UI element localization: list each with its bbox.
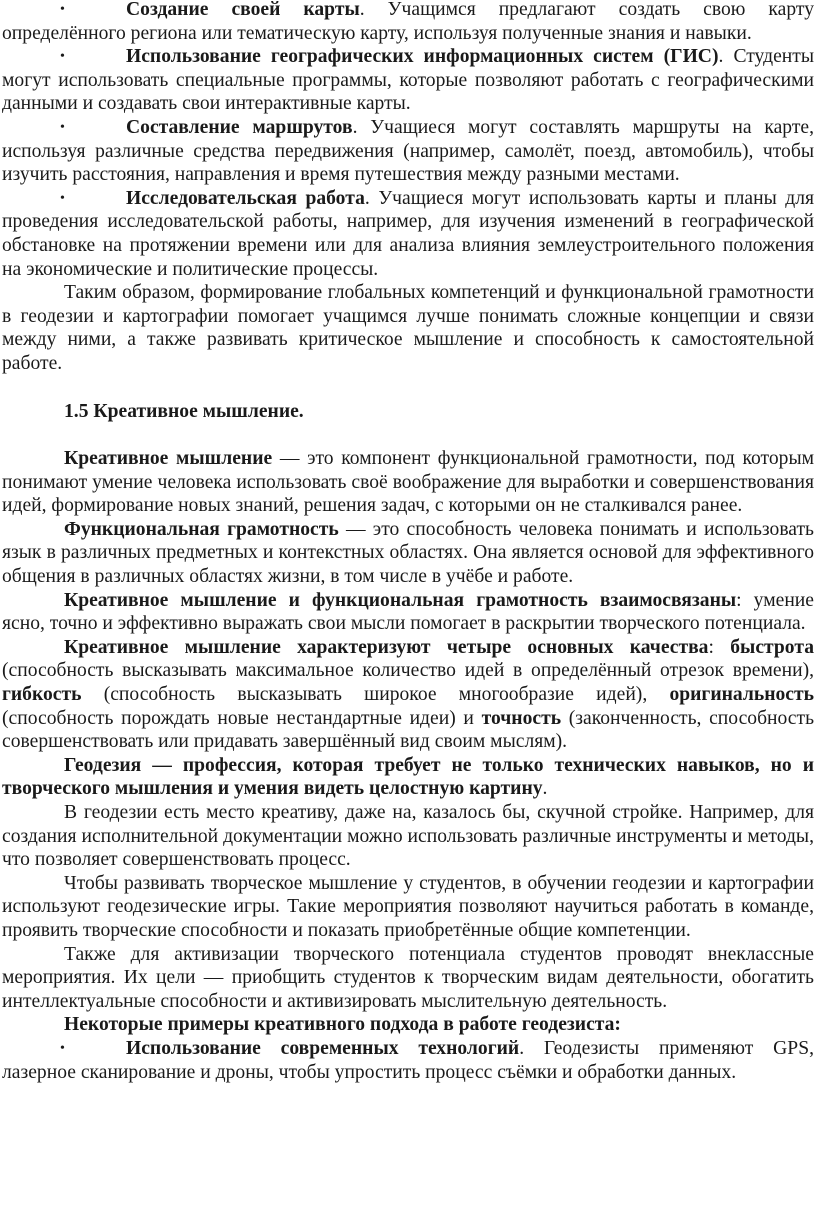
bullet-bold-term: Использование географических информационных систем (ГИС) [126, 46, 719, 68]
paragraph-text: (законченность, способность совершенствовать или придавать завершённый вид своим мыслям). [2, 707, 814, 753]
quality-accuracy: точность [481, 707, 562, 729]
paragraph-text: — это способность человека понимать и использовать язык в различных предметных и контекстных областях. Она является основой для эффективного общения в различных областях жизни, в том числе в учёбе и работе. [2, 518, 814, 588]
spacer [2, 423, 814, 447]
paragraph-text: — это компонент функциональной грамотности, под которым понимают умение человека использовать своё воображение для выработки и совершенствования идей, формирование новых знаний, решения задач, с которыми он не сталкивался ранее. [2, 448, 815, 517]
bullet-text: . Геодезисты применяют GPS, лазерное сканирование и дроны, чтобы упростить процесс съёмки и обработки данных. [2, 1037, 814, 1083]
bullet-bold-term: Использование современных технологий [126, 1037, 520, 1059]
bullet-bold-term: Исследовательская работа [126, 187, 365, 209]
bullet-icon: • [60, 2, 65, 17]
bullet-item-routes [2, 116, 814, 187]
bullet-item-modern-tech [2, 1037, 814, 1084]
bullet-item-gis [2, 45, 814, 116]
term-bold: Креативное мышление и функциональная грамотность взаимосвязаны [64, 589, 737, 611]
bullet-bold-term: Создание своей карты [126, 0, 360, 20]
paragraph-text: (способность высказывать максимальное количество идей в определённый отрезок времени), [2, 660, 814, 682]
paragraph-text: (способность порождать новые нестандартные идеи) и [2, 707, 482, 729]
bullet-icon: • [60, 49, 65, 65]
bullet-text: . Учащиеся могут составлять маршруты на карте, используя различные средства передвижения (например, самолёт, поезд, автомобиль), чтобы изучить расстояния, направления и время путешествия между разными местами. [2, 116, 815, 186]
paragraph-four-qualities [2, 636, 814, 754]
term-bold: Креативное мышление [64, 448, 273, 470]
paragraph-text: (способность высказывать широкое многообразие идей), [81, 684, 670, 706]
bullet-text: . Студенты могут использовать специальные программы, которые позволяют работать с географическими данными и создавать свои интерактивные карты. [2, 46, 814, 115]
bullet-text: . Учащимся предлагают создать свою карту определённого региона или тематическую карту, используя полученные знания и навыки. [2, 0, 814, 44]
examples-heading: Некоторые примеры креативного подхода в работе геодезиста: [64, 1014, 621, 1036]
section-heading: 1.5 Креативное мышление. [64, 400, 304, 422]
quality-originality: оригинальность [669, 684, 814, 706]
summary-paragraph: Таким образом, формирование глобальных компетенций и функциональной грамотности в геодезии и картографии помогает учащимся лучше понимать сложные концепции и связи между ними, а также развивать критическое мышление и способность к самостоятельной работе. [2, 282, 814, 374]
spacer [2, 376, 814, 400]
bullet-item-research [2, 187, 814, 281]
quality-flexibility: гибкость [2, 684, 82, 706]
bullet-icon: • [60, 1040, 65, 1056]
paragraph-functional-literacy [2, 518, 814, 589]
paragraph-geodesy-profession [2, 754, 814, 801]
bullet-item-own-map [2, 0, 814, 45]
paragraph-text: : [708, 636, 731, 658]
paragraph-text: : умение ясно, точно и эффективно выражать свои мысли помогает в раскрытии творческого потенциала. [2, 589, 814, 635]
paragraph-creative-thinking [2, 447, 814, 518]
term-bold: Креативное мышление характеризуют четыре основных качества [64, 636, 709, 658]
paragraph-text: . [542, 778, 548, 800]
quality-speed: быстрота [730, 636, 814, 658]
bullet-bold-term: Составление маршрутов [126, 116, 353, 138]
term-bold: Геодезия — профессия, которая требует не только технических навыков, но и творческого мышления и умения видеть целостную картину [2, 754, 814, 800]
bullet-text: . Учащиеся могут использовать карты и планы для проведения исследовательской работы, например, для изучения изменений в географической обстановке на протяжении времени или для анализа влияния землеустроительного положения на экономические и политические процессы. [2, 187, 815, 280]
bullet-icon: • [60, 190, 65, 206]
bullet-icon: • [60, 119, 65, 135]
paragraph-extracurricular: Также для активизации творческого потенциала студентов проводят внеклассные мероприятия. Их цели — приобщить студентов к творческим видам деятельности, обогатить интеллектуальные способности и активизировать мыслительную деятельность. [2, 943, 814, 1012]
paragraph-interconnected [2, 589, 814, 636]
term-bold: Функциональная грамотность [64, 518, 339, 540]
paragraph-creativity-place: В геодезии есть место креативу, даже на, казалось бы, скучной стройке. Например, для создания исполнительной документации можно использовать различные инструменты и методы, что позволяет совершенствовать процесс. [2, 802, 814, 871]
paragraph-geodetic-games: Чтобы развивать творческое мышление у студентов, в обучении геодезии и картографии используют геодезические игры. Такие мероприятия позволяют научиться работать в команде, проявить творческие способности и показать приобретённые общие компетенции. [2, 872, 814, 941]
